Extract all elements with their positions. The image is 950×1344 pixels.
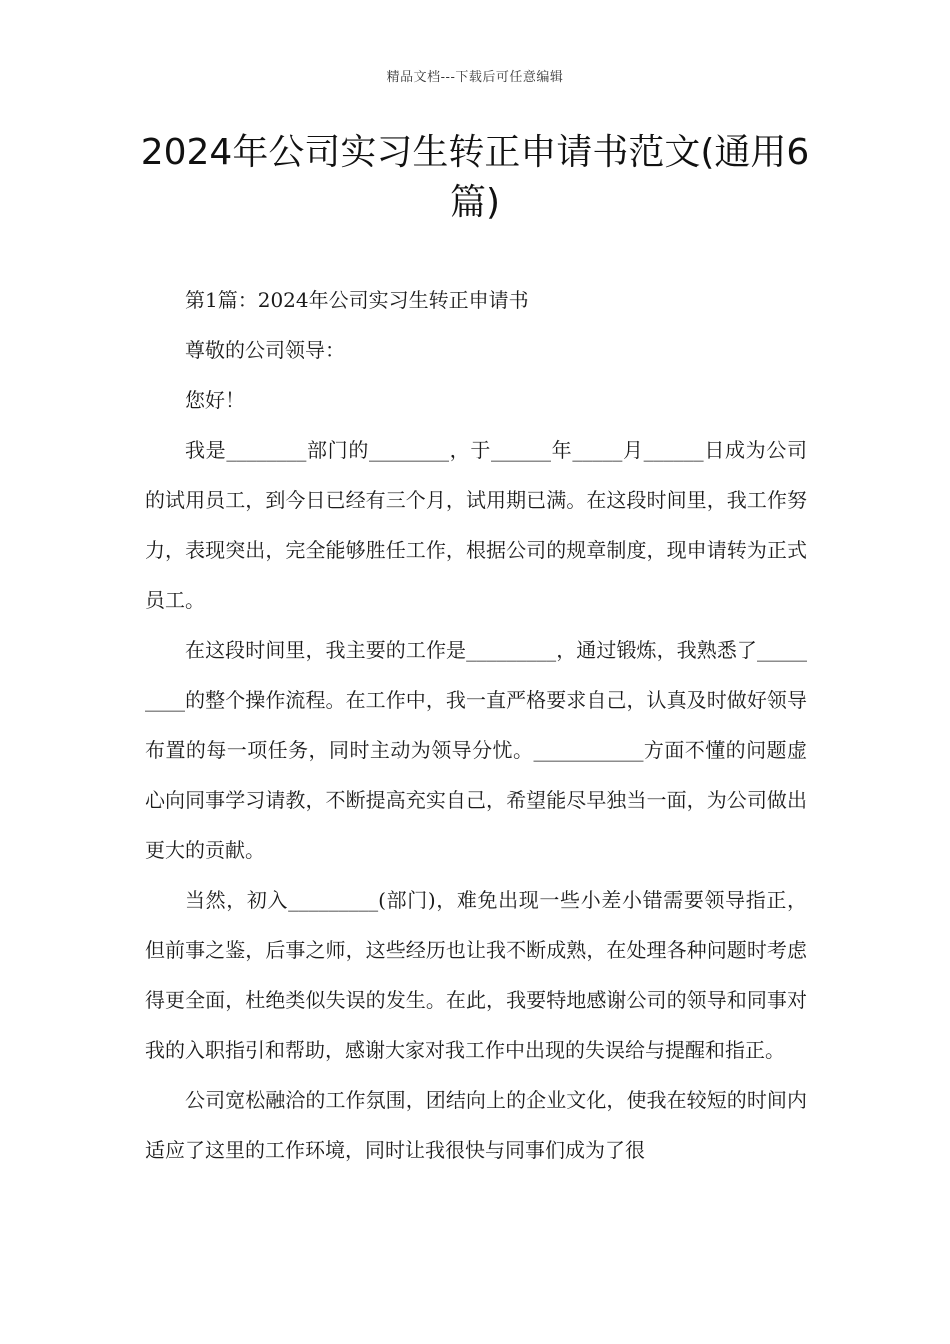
document-title: 2024年公司实习生转正申请书范文(通用6篇) xyxy=(140,132,810,223)
paragraph-reflection: 当然，初入_________(部门)，难免出现一些小差小错需要领导指正，但前事之鉴，后事之师，这些经历也让我不断成熟，在处理各种问题时考虑得更全面，杜绝类似失误的发生。在此，我要特地感谢公司的领导和同事对我的入职指引和帮助，感谢大家对我工作中出现的失误给与提醒和指正。 xyxy=(145,888,807,1062)
paragraph-company-culture: 公司宽松融洽的工作氛围，团结向上的企业文化，使我在较短的时间内适应了这里的工作环境，同时让我很快与同事们成为了很 xyxy=(145,1088,807,1162)
document-body xyxy=(145,275,807,1175)
paragraph-work-content: 在这段时间里，我主要的工作是_________，通过锻炼，我熟悉了_________的整个操作流程。在工作中，我一直严格要求自己，认真及时做好领导布置的每一项任务，同时主动为领导分忧。___________方面不懂的问题虚心向同事学习请教，不断提高充实自己，希望能尽早独当一面，为公司做出更大的贡献。 xyxy=(145,638,807,862)
paragraph-chapter-heading: 第1篇：2024年公司实习生转正申请书 xyxy=(185,288,529,312)
paragraph-salutation: 尊敬的公司领导： xyxy=(185,338,345,362)
paragraph-greeting: 您好！ xyxy=(185,388,245,412)
page-header: 精品文档---下载后可任意编辑 xyxy=(386,70,564,85)
paragraph-introduction: 我是________部门的________，于______年_____月______日成为公司的试用员工，到今日已经有三个月，试用期已满。在这段时间里，我工作努力，表现突出，完全能够胜任工作，根据公司的规章制度，现申请转为正式员工。 xyxy=(145,438,807,612)
